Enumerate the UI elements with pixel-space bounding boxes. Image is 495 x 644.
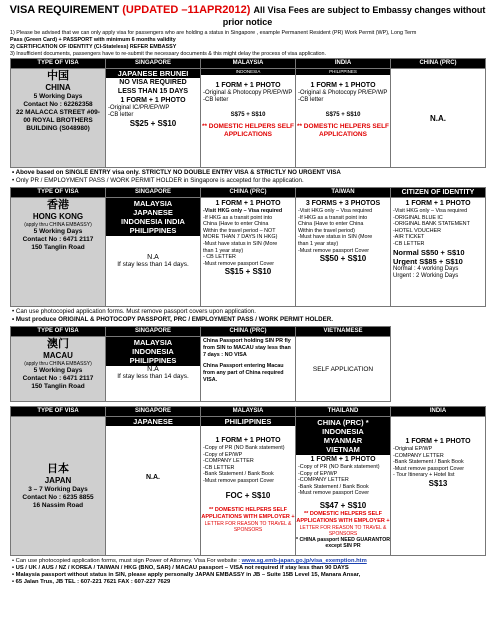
domestic-helper-note: ** DOMESTIC HELPERS SELF APPLICATIONS WITH EMPLOYER + xyxy=(201,506,295,520)
urgent-processing: Urgent : 2 Working Days xyxy=(393,272,459,279)
requirement-line: -Visit HKG only – Visa required xyxy=(393,208,468,214)
requirement-line: -Copy of EP/WP xyxy=(298,470,338,477)
footer-text: Can use photocopied application forms, must sign Power of Attorney. Visa For website : xyxy=(15,558,241,564)
stay-condition: If stay less than 14 days. xyxy=(117,373,189,380)
embassy-address: 16 Nassim Road xyxy=(32,501,84,509)
country-cell-macau xyxy=(11,337,106,402)
page-footer-notes xyxy=(12,558,483,586)
note-line: Pass (Green Card) + PASSPORT with minimum 6 months validity xyxy=(10,37,176,43)
country-name: JAPAN xyxy=(44,475,72,485)
footnote: • Must produce ORIGINAL & PHOTOCOPY PASSPORT, PRC / EMPLOYMENT PASS / WORK PERMIT HOLDER. xyxy=(12,316,483,324)
processing-days: 5 Working Days xyxy=(33,93,83,100)
footnote: • Can use photocopied application forms. Must remove passport covers upon application. xyxy=(12,308,483,316)
normal-processing: Normal : 4 working Days xyxy=(393,265,459,272)
requirement-text: 1 FORM + 1 PHOTO xyxy=(310,82,376,89)
requirement-line: -If HKG as a transit point into xyxy=(203,214,273,221)
requirement-text: 1 FORM + 1 PHOTO xyxy=(215,82,281,89)
table-row xyxy=(11,198,486,307)
processing-days: 5 Working Days xyxy=(33,228,83,235)
requirement-line: -Bank Statement / Bank Book xyxy=(393,459,464,466)
table-footnotes xyxy=(12,308,483,323)
country-chinese-name: 澳门 xyxy=(47,338,69,350)
requirement-list xyxy=(391,446,485,479)
table-row xyxy=(11,337,391,402)
note-line: 1) Please be advised that we can only apply visa for passengers who are holding a status in Singapore , example Permanent Resident (PR) Work Permit (WP), Long Term xyxy=(10,30,417,36)
contact-number: Contact No : 6471 2117 xyxy=(22,236,94,243)
col-header: SINGAPORE xyxy=(106,188,201,198)
hongkong-visa-table xyxy=(10,187,486,307)
page-title: VISA REQUIREMENT xyxy=(9,4,120,16)
requirement-text: -CB letter xyxy=(203,97,229,103)
requirement-line: -Must remove passport Cover xyxy=(203,260,274,267)
col-header: MALAYSIA xyxy=(201,407,296,417)
apply-through: (apply thru CHINA EMBASSY) xyxy=(24,361,92,367)
col-header: TYPE OF VISA xyxy=(11,407,106,417)
requirement-line: -HOTEL VOUCHER xyxy=(393,227,442,234)
country-name: HONG KONG xyxy=(32,212,84,221)
country-cell-china xyxy=(11,69,106,168)
vietnamese-cell: SELF APPLICATION xyxy=(296,337,391,402)
col-header: SINGAPORE xyxy=(106,407,201,417)
india-cell xyxy=(296,69,391,168)
table-header-row xyxy=(11,407,486,417)
country-cell-japan xyxy=(11,417,106,556)
update-date: (UPDATED –11APR2012) xyxy=(122,4,251,16)
visa-fee: S$13 xyxy=(428,478,448,488)
requirement-list xyxy=(298,208,388,254)
requirement-line: Within the travel period) xyxy=(298,227,355,234)
taiwan-cell xyxy=(296,198,391,307)
requirement-line: -CB LETTER xyxy=(393,240,425,247)
china-visa-table xyxy=(10,58,486,168)
requirement-line: -COMPANY LETTER xyxy=(203,458,254,465)
table-footnotes xyxy=(12,169,483,184)
processing-days: 3 – 7 Working Days xyxy=(28,485,88,493)
requirement-line: -Copy of PR (NO Bank statement) xyxy=(203,445,285,451)
macau-visa-table xyxy=(10,326,391,402)
embassy-address: 150 Tanglin Road xyxy=(31,383,85,390)
processing-days: 5 Working Days xyxy=(33,367,83,374)
table-header-row xyxy=(11,327,391,337)
requirement-line: - Tour Itinerary + Hotel list xyxy=(393,472,455,479)
apply-through: (apply thru CHINA EMBASSY) xyxy=(24,222,92,228)
nationality-subheader: JAPANESE xyxy=(106,417,200,426)
col-header: TYPE OF VISA xyxy=(11,327,106,337)
china-passport-note: * CHINA passport NEED GUARANTOR except SIN PR xyxy=(296,536,390,550)
nationality-subheader: MALAYSIA INDONESIA PHILIPPINES xyxy=(106,337,200,366)
requirement-line: than 1 year stay) xyxy=(203,247,244,254)
requirement-line: -ORIGINAL BLUE IC xyxy=(393,214,443,221)
requirement-list xyxy=(296,464,390,497)
requirement-text: 3 FORMS + 3 PHOTOS xyxy=(305,200,381,207)
requirement-line: Within the travel period – NOT xyxy=(203,227,276,234)
col-header: INDIA xyxy=(391,407,486,417)
contact-number: Contact No : 6235 8855 xyxy=(22,493,94,501)
requirement-line: China (Have to enter China xyxy=(298,221,364,228)
citizen-of-identity-cell xyxy=(391,198,486,307)
china-prc-cell: N.A. xyxy=(391,69,486,168)
nationality-subheader: PHILIPPINES xyxy=(201,417,295,426)
requirement-line: - CB LETTER xyxy=(203,254,236,261)
requirement-line: -COMPANY LETTER xyxy=(393,452,444,459)
requirement-line: than 1 year stay) xyxy=(298,240,339,247)
requirement-line: -CB LETTER xyxy=(203,464,235,471)
requirement-line: -Must have status in SIN (More xyxy=(298,234,373,241)
india-cell xyxy=(391,417,486,556)
singapore-cell xyxy=(106,337,201,402)
requirement-line: -Bank Statement / Bank Book xyxy=(298,483,369,490)
embassy-address: 22 MALACCA STREET #09-00 ROYAL BROTHERS BUILDING (S048980) xyxy=(16,109,100,132)
stay-condition: If stay less than 14 days. xyxy=(117,261,189,268)
requirement-text: 1 FORM + 1 PHOTO xyxy=(215,200,281,207)
col-header: SINGAPORE xyxy=(106,327,201,337)
table-row xyxy=(11,417,486,556)
requirement-line: -Must have status in SIN (More xyxy=(203,240,278,247)
requirement-line: -Must remove passport Cover xyxy=(298,490,369,497)
footer-line-continued: • 65 Jalan Trus, JB TEL : 607-221 7621 FAX : 607-227 7629 xyxy=(12,579,483,586)
embassy-website-link[interactable]: www.sg.emb-japan.go.jp/visa_exemption.htm xyxy=(241,558,367,564)
note-line: 2) CERTIFICATION OF IDENTITY (CI-Stateless) REFER EMBASSY xyxy=(10,44,177,50)
normal-fee: Normal S$50 + S$10 xyxy=(393,247,465,257)
nationality-subheader: MALAYSIA JAPANESE INDONESIA INDIA PHILIPPINES xyxy=(106,198,200,236)
domestic-helper-note: ** DOMESTIC HELPERS SELF APPLICATIONS WITH EMPLOYER + xyxy=(296,510,390,524)
visa-requirement-page xyxy=(0,4,495,644)
requirement-line: -Bank Statement / Bank Book xyxy=(203,471,274,478)
requirement-line: -Must remove passport Cover xyxy=(298,247,369,254)
nationality-subheader: CHINA (PRC) * INDONESIA MYANMAR VIETNAM xyxy=(296,417,390,455)
requirement-text: NO VISA REQUIRED xyxy=(119,79,187,86)
requirement-line: -If HKG as a transit point into xyxy=(298,214,368,221)
requirement-text: 1 FORM + 1 PHOTO xyxy=(405,200,471,207)
requirement-text: -Original & Photocopy PR/EP/WP xyxy=(298,90,388,96)
page-header xyxy=(0,4,495,28)
col-header: THAILAND xyxy=(296,407,391,417)
footer-line: • Malaysia passport without status in SIN, please apply personally JAPAN EMBASSY in JB – Suite 15B Level 15, Manara Ansar, xyxy=(12,572,483,579)
table-row xyxy=(11,69,486,168)
domestic-helper-note: LETTER FOR REASON TO TRAVEL & SPONSORS xyxy=(204,520,292,533)
requirement-text: 1 FORM + 1 PHOTO xyxy=(405,438,471,445)
malaysia-cell xyxy=(201,69,296,168)
visa-fee: S$50 + S$10 xyxy=(319,254,367,264)
requirement-line: -Original EP/WP xyxy=(393,446,433,452)
thailand-cell xyxy=(296,417,391,556)
visa-fee: S$47 + S$10 xyxy=(319,500,367,510)
singapore-cell xyxy=(106,198,201,307)
requirement-line: -Visit HKG only – Visa required xyxy=(203,208,283,214)
embassy-address: 150 Tanglin Road xyxy=(31,244,85,251)
table-header-row xyxy=(11,59,486,69)
domestic-helper-note: ** DOMESTIC HELPERS SELF APPLICATIONS xyxy=(296,123,390,138)
country-chinese-name: 中国 xyxy=(47,70,69,82)
requirement-line: -Must remove passport Cover xyxy=(203,477,274,484)
urgent-fee: Urgent S$85 + S$10 xyxy=(393,256,463,266)
requirement-text: China Passport entering Macau from any part of China required VISA. xyxy=(203,363,284,383)
col-header: MALAYSIA xyxy=(201,59,296,69)
col-header: CHINA (PRC) xyxy=(391,59,486,69)
requirement-text: -Original IC/PR/EP/WP xyxy=(108,105,170,111)
not-applicable: N.A xyxy=(147,254,159,261)
nationality-subheader: PHILIPPINES xyxy=(296,69,390,75)
country-cell-hongkong xyxy=(11,198,106,307)
requirement-line: -Copy of EP/WP xyxy=(203,451,243,458)
col-header: SINGAPORE xyxy=(106,59,201,69)
general-notes xyxy=(10,30,485,58)
china-prc-cell xyxy=(201,198,296,307)
col-header: TAIWAN xyxy=(296,188,391,198)
footnote: • Only PR / EMPLOYMENT PASS / WORK PERMIT HOLDER in Singapore is accepted for the application. xyxy=(12,177,483,185)
table-header-row xyxy=(11,188,486,198)
requirement-list xyxy=(203,208,293,267)
requirement-text: -Original & Photocopy PR/EP/WP xyxy=(203,90,293,96)
requirement-text: LESS THAN 15 DAYS xyxy=(117,88,189,95)
requirement-text: China Passport holding SIN PR fly from SIN to MACAU stay less than 7 days : NO VISA xyxy=(203,338,291,358)
not-applicable: N.A. xyxy=(146,474,160,481)
visa-fee: S$25 + S$10 xyxy=(129,119,177,128)
country-name: CHINA xyxy=(45,83,71,92)
visa-fee: FOC + S$10 xyxy=(225,490,271,500)
col-header: INDIA xyxy=(296,59,391,69)
domestic-helper-note: ** DOMESTIC HELPERS SELF APPLICATIONS xyxy=(201,123,295,138)
col-header: TYPE OF VISA xyxy=(11,59,106,69)
requirement-line: MORE THAN 7 DAYS IN HKG) xyxy=(203,234,278,241)
requirement-line: -Must remove passport Cover xyxy=(393,465,464,472)
requirement-text: -CB letter xyxy=(298,97,324,103)
footnote: • Above based on SINGLE ENTRY visa only. STRICTLY NO DOUBLE ENTRY VISA & STRICTLY NO URGENT VISA xyxy=(12,169,483,177)
japan-visa-table xyxy=(10,406,486,556)
requirement-text: 1 FORM + 1 PHOTO xyxy=(215,437,281,444)
col-header: VIETNAMESE xyxy=(296,327,391,337)
contact-number: Contact No : 6471 2117 xyxy=(22,375,94,382)
china-prc-cell xyxy=(201,337,296,402)
country-name: MACAU xyxy=(43,351,73,360)
note-line: 3) Insufficient documents, passengers have to re-submit the necessary documents & this might delay the process of visa application. xyxy=(10,51,327,57)
page-subtitle: All Visa Fees are subject to Embassy changes without prior notice xyxy=(222,5,486,27)
visa-fee: S$15 + S$10 xyxy=(224,267,272,277)
country-chinese-name: 香港 xyxy=(47,199,69,211)
contact-number: Contact No : 62262358 xyxy=(23,101,93,108)
nationality-subheader: INDONESIA xyxy=(201,69,295,75)
domestic-helper-note: LETTER FOR REASON TO TRAVEL & SPONSORS xyxy=(299,524,387,537)
malaysia-cell xyxy=(201,417,296,556)
singapore-cell xyxy=(106,417,201,556)
footer-line: • US / UK / AUS / NZ / KOREA / TAIWAN / HKG (BNO, SAR) / MACAU passport – VISA not required if stay less than 90 DAYS xyxy=(12,565,483,572)
col-header: CHINA (PRC) xyxy=(201,188,296,198)
country-chinese-name: 日本 xyxy=(47,462,69,475)
visa-fee: S$75 + S$10 xyxy=(325,112,361,118)
col-header: CITIZEN OF IDENTITY xyxy=(391,188,486,198)
requirement-line: China (Have to enter China xyxy=(203,221,269,228)
col-header: TYPE OF VISA xyxy=(11,188,106,198)
requirement-list xyxy=(201,445,295,485)
requirement-line: -Visit HKG only – Visa required xyxy=(298,208,373,214)
requirement-line: -Copy of PR (NO Bank statement) xyxy=(298,464,380,470)
requirement-line: -ORIGINAL BANK STATEMENT xyxy=(393,221,470,228)
requirement-text: 1 FORM + 1 PHOTO xyxy=(310,456,376,463)
requirement-list xyxy=(393,208,483,248)
nationality-subheader: JAPANESE BRUNEI xyxy=(106,69,200,78)
footer-line xyxy=(12,558,483,565)
requirement-line: -AIR TICKET xyxy=(393,234,425,241)
not-applicable: N.A xyxy=(147,366,159,373)
visa-fee: S$75 + S$10 xyxy=(230,112,266,118)
singapore-cell xyxy=(106,69,201,168)
requirement-line: -COMPANY LETTER xyxy=(298,477,349,484)
requirement-text: 1 FORM + 1 PHOTO xyxy=(120,97,186,104)
requirement-text: -CB letter xyxy=(108,112,134,118)
col-header: CHINA (PRC) xyxy=(201,327,296,337)
